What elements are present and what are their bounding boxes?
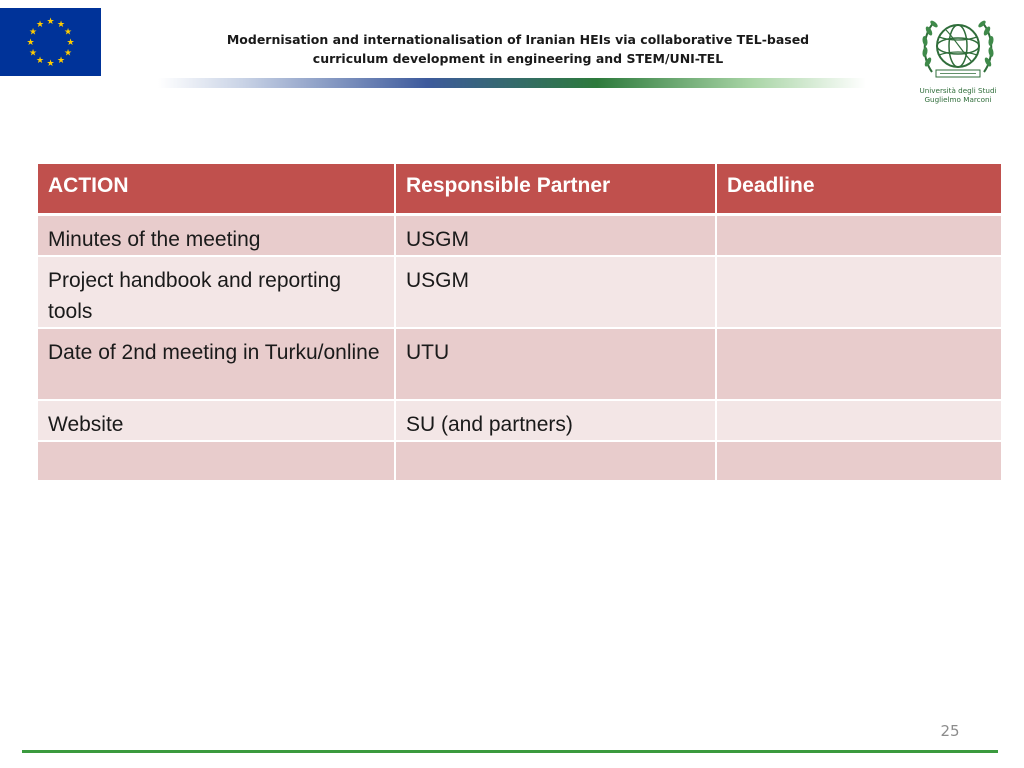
header-title-line-1: Modernisation and internationalisation of Iranian HEIs via collaborative TEL-based — [226, 32, 810, 47]
svg-text:★: ★ — [35, 56, 45, 66]
svg-text:★: ★ — [56, 20, 66, 30]
table-row — [37, 441, 1002, 481]
page-number: 25 — [940, 722, 960, 740]
table-row — [37, 328, 1002, 400]
table-row — [37, 400, 1002, 441]
svg-text:★: ★ — [63, 27, 73, 38]
cell-action: Minutes of the meeting — [37, 214, 395, 256]
svg-text:★: ★ — [28, 27, 38, 38]
cell-responsible-partner: USGM — [395, 214, 716, 256]
page-header-title — [170, 30, 866, 68]
university-logo-caption — [918, 86, 998, 104]
eu-flag-logo — [0, 8, 101, 76]
logo-caption-line-2: Guglielmo Marconi — [924, 95, 992, 104]
cell-responsible-partner: USGM — [395, 256, 716, 328]
cell-responsible-partner: SU (and partners) — [395, 400, 716, 441]
header-action: ACTION — [37, 164, 395, 214]
cell-deadline — [716, 400, 1002, 441]
svg-text:★: ★ — [28, 48, 38, 59]
header-title-line-2: curriculum development in engineering and STEM/UNI-TEL — [312, 51, 724, 66]
header-gradient-bar — [158, 78, 866, 88]
cell-deadline — [716, 328, 1002, 400]
svg-text:★: ★ — [46, 17, 55, 27]
svg-text:★: ★ — [56, 56, 66, 66]
header-deadline: Deadline — [716, 164, 1002, 214]
logo-caption-line-1: Università degli Studi — [919, 86, 997, 95]
cell-responsible-partner — [395, 441, 716, 481]
cell-deadline — [716, 441, 1002, 481]
footer-green-bar — [22, 750, 998, 753]
table-header-row — [37, 164, 1002, 214]
cell-action: Website — [37, 400, 395, 441]
svg-text:★: ★ — [46, 59, 55, 69]
cell-responsible-partner: UTU — [395, 328, 716, 400]
actions-table — [36, 164, 1003, 482]
table-row — [37, 256, 1002, 328]
cell-action — [37, 441, 395, 481]
cell-action: Date of 2nd meeting in Turku/online — [37, 328, 395, 400]
cell-deadline — [716, 214, 1002, 256]
svg-text:★: ★ — [66, 38, 75, 48]
laurel-globe-icon — [920, 10, 996, 84]
cell-deadline — [716, 256, 1002, 328]
university-logo — [918, 10, 998, 110]
cell-action: Project handbook and reporting tools — [37, 256, 395, 328]
table-row — [37, 214, 1002, 256]
svg-text:★: ★ — [35, 20, 45, 30]
header-responsible-partner: Responsible Partner — [395, 164, 716, 214]
svg-text:★: ★ — [26, 38, 35, 48]
svg-text:★: ★ — [63, 48, 73, 59]
